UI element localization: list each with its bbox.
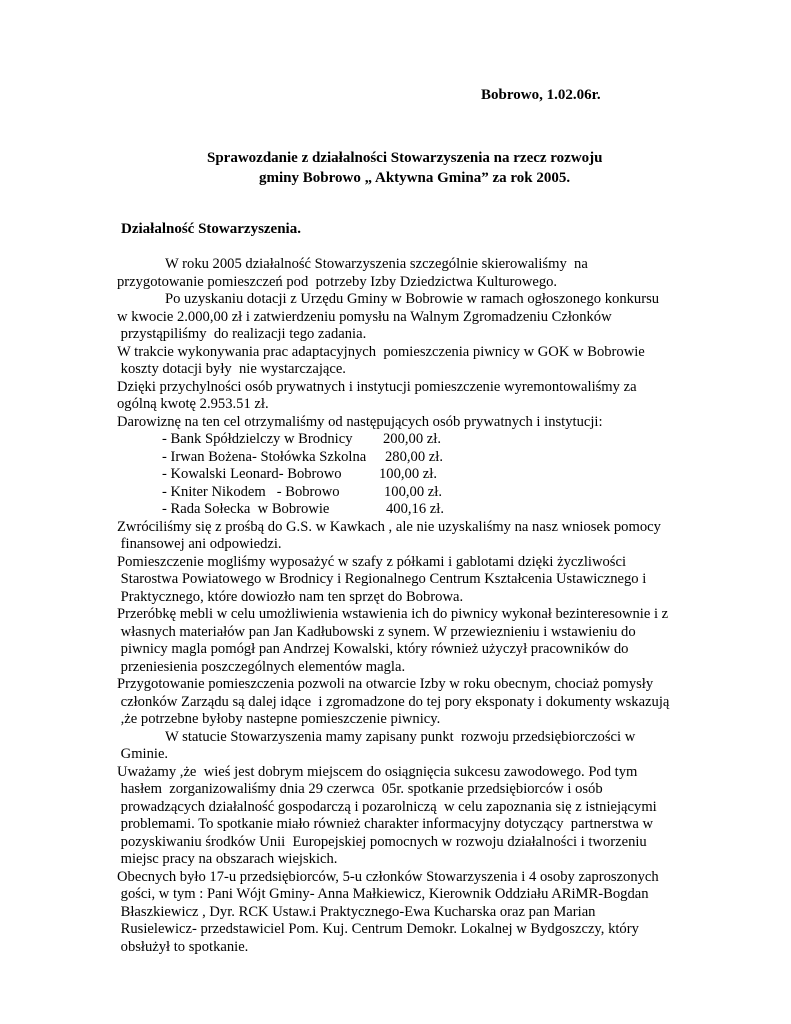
- list-item: [0, 431, 791, 449]
- text-line: Dzięki przychylności osób prywatnych i instytucji pomieszczenie wyremontowaliśmy za: [117, 379, 637, 395]
- text-line: W roku 2005 działalność Stowarzyszenia szczególnie skierowaliśmy na: [165, 256, 588, 272]
- text-line: Pomieszczenie mogliśmy wyposażyć w szafy z półkami i gablotami dzięki życzliwości: [117, 554, 627, 570]
- text-line: Błaszkiewicz , Dyr. RCK Ustaw.i Praktycznego-Ewa Kucharska oraz pan Marian: [117, 904, 596, 920]
- text-line: finansowej ani odpowiedzi.: [117, 536, 282, 552]
- donor-name: - Kniter Nikodem - Bobrowo: [162, 484, 340, 500]
- text-line: Przeróbkę mebli w celu umożliwienia wstawienia ich do piwnicy wykonał bezinteresownie i z: [117, 606, 669, 622]
- text-line: pozyskiwaniu środków Unii Europejskiej pomocnych w rozwoju działalności i tworzeniu: [117, 834, 647, 850]
- donor-amount: 280,00 zł.: [385, 449, 443, 465]
- text-line: przygotowanie pomieszczeń pod potrzeby Izby Dziedzictwa Kulturowego.: [117, 274, 558, 290]
- text-line: członków Zarządu są dalej idące i zgromadzone do tej pory eksponaty i dokumenty wskazują: [117, 694, 670, 710]
- text-line: obsłużył to spotkanie.: [117, 939, 249, 955]
- text-line: Praktycznego, które dowiozło nam ten sprzęt do Bobrowa.: [117, 589, 464, 605]
- text-line: własnych materiałów pan Jan Kadłubowski z synem. W przewieznieniu i wstawieniu do: [117, 624, 636, 640]
- text-line: miejsc pracy na obszarach wiejskich.: [117, 851, 338, 867]
- donor-amount: 100,00 zł.: [379, 466, 437, 482]
- text-line: W trakcie wykonywania prac adaptacyjnych pomieszczenia piwnicy w GOK w Bobrowie: [117, 344, 645, 360]
- text-line: Zwróciliśmy się z prośbą do G.S. w Kawkach , ale nie uzyskaliśmy na nasz wniosek pomocy: [117, 519, 661, 535]
- text-line: ogólną kwotę 2.953.51 zł.: [117, 396, 269, 412]
- text-line: przeniesienia poszczególnych elementów magla.: [117, 659, 406, 675]
- section-heading: Działalność Stowarzyszenia.: [121, 221, 301, 237]
- text-line: Rusielewicz- przedstawiciel Pom. Kuj. Centrum Demokr. Lokalnej w Bydgoszczy, który: [117, 921, 639, 937]
- text-line: Gminie.: [117, 746, 169, 762]
- text-line: prowadzących działalność gospodarczą i pozarolniczą w celu zapoznania się z istniejącymi: [117, 799, 657, 815]
- text-line: Uważamy ,że wieś jest dobrym miejscem do osiągnięcia sukcesu zawodowego. Pod tym: [117, 764, 638, 780]
- list-item: [0, 449, 791, 467]
- text-line: W statucie Stowarzyszenia mamy zapisany punkt rozwoju przedsiębiorczości w: [165, 729, 636, 745]
- donor-amount: 100,00 zł.: [384, 484, 442, 500]
- document-title-line-2: gminy Bobrowo „ Aktywna Gmina” za rok 2005.: [259, 170, 571, 186]
- text-line: przystąpiliśmy do realizacji tego zadania.: [117, 326, 367, 342]
- donor-amount: 200,00 zł.: [383, 431, 441, 447]
- list-item: [0, 466, 791, 484]
- text-line: Starostwa Powiatowego w Brodnicy i Regionalnego Centrum Kształcenia Ustawicznego i: [117, 571, 647, 587]
- list-item: [0, 501, 791, 519]
- list-item: [0, 484, 791, 502]
- text-line: gości, w tym : Pani Wójt Gminy- Anna Małkiewicz, Kierownik Oddziału ARiMR-Bogdan: [117, 886, 649, 902]
- text-line: hasłem zorganizowaliśmy dnia 29 czerwca 05r. spotkanie przedsiębiorców i osób: [117, 781, 603, 797]
- text-line: ,że potrzebne byłoby nastepne pomieszczenie piwnicy.: [117, 711, 441, 727]
- donor-name: - Irwan Bożena- Stołówka Szkolna: [162, 449, 367, 465]
- donor-name: - Rada Sołecka w Bobrowie: [162, 501, 330, 517]
- text-line: w kwocie 2.000,00 zł i zatwierdzeniu pomysłu na Walnym Zgromadzeniu Członków: [117, 309, 612, 325]
- document-date: Bobrowo, 1.02.06r.: [481, 87, 601, 103]
- text-line: Przygotowanie pomieszczenia pozwoli na otwarcie Izby w roku obecnym, chociaż pomysły: [117, 676, 654, 692]
- text-line: Obecnych było 17-u przedsiębiorców, 5-u członków Stowarzyszenia i 4 osoby zaproszonych: [117, 869, 659, 885]
- text-line: Darowiznę na ten cel otrzymaliśmy od następujących osób prywatnych i instytucji:: [117, 414, 603, 430]
- text-line: Po uzyskaniu dotacji z Urzędu Gminy w Bobrowie w ramach ogłoszonego konkursu: [165, 291, 660, 307]
- text-line: problemami. To spotkanie miało również charakter informacyjny dotyczący partnerstwa w: [117, 816, 654, 832]
- text-line: koszty dotacji były nie wystarczające.: [117, 361, 346, 377]
- document-title-line-1: Sprawozdanie z działalności Stowarzyszenia na rzecz rozwoju: [207, 150, 603, 166]
- donor-amount: 400,16 zł.: [386, 501, 444, 517]
- text-line: piwnicy magla pomógł pan Andrzej Kowalski, który również użyczył pracowników do: [117, 641, 629, 657]
- donor-name: - Bank Spółdzielczy w Brodnicy: [162, 431, 353, 447]
- donor-name: - Kowalski Leonard- Bobrowo: [162, 466, 342, 482]
